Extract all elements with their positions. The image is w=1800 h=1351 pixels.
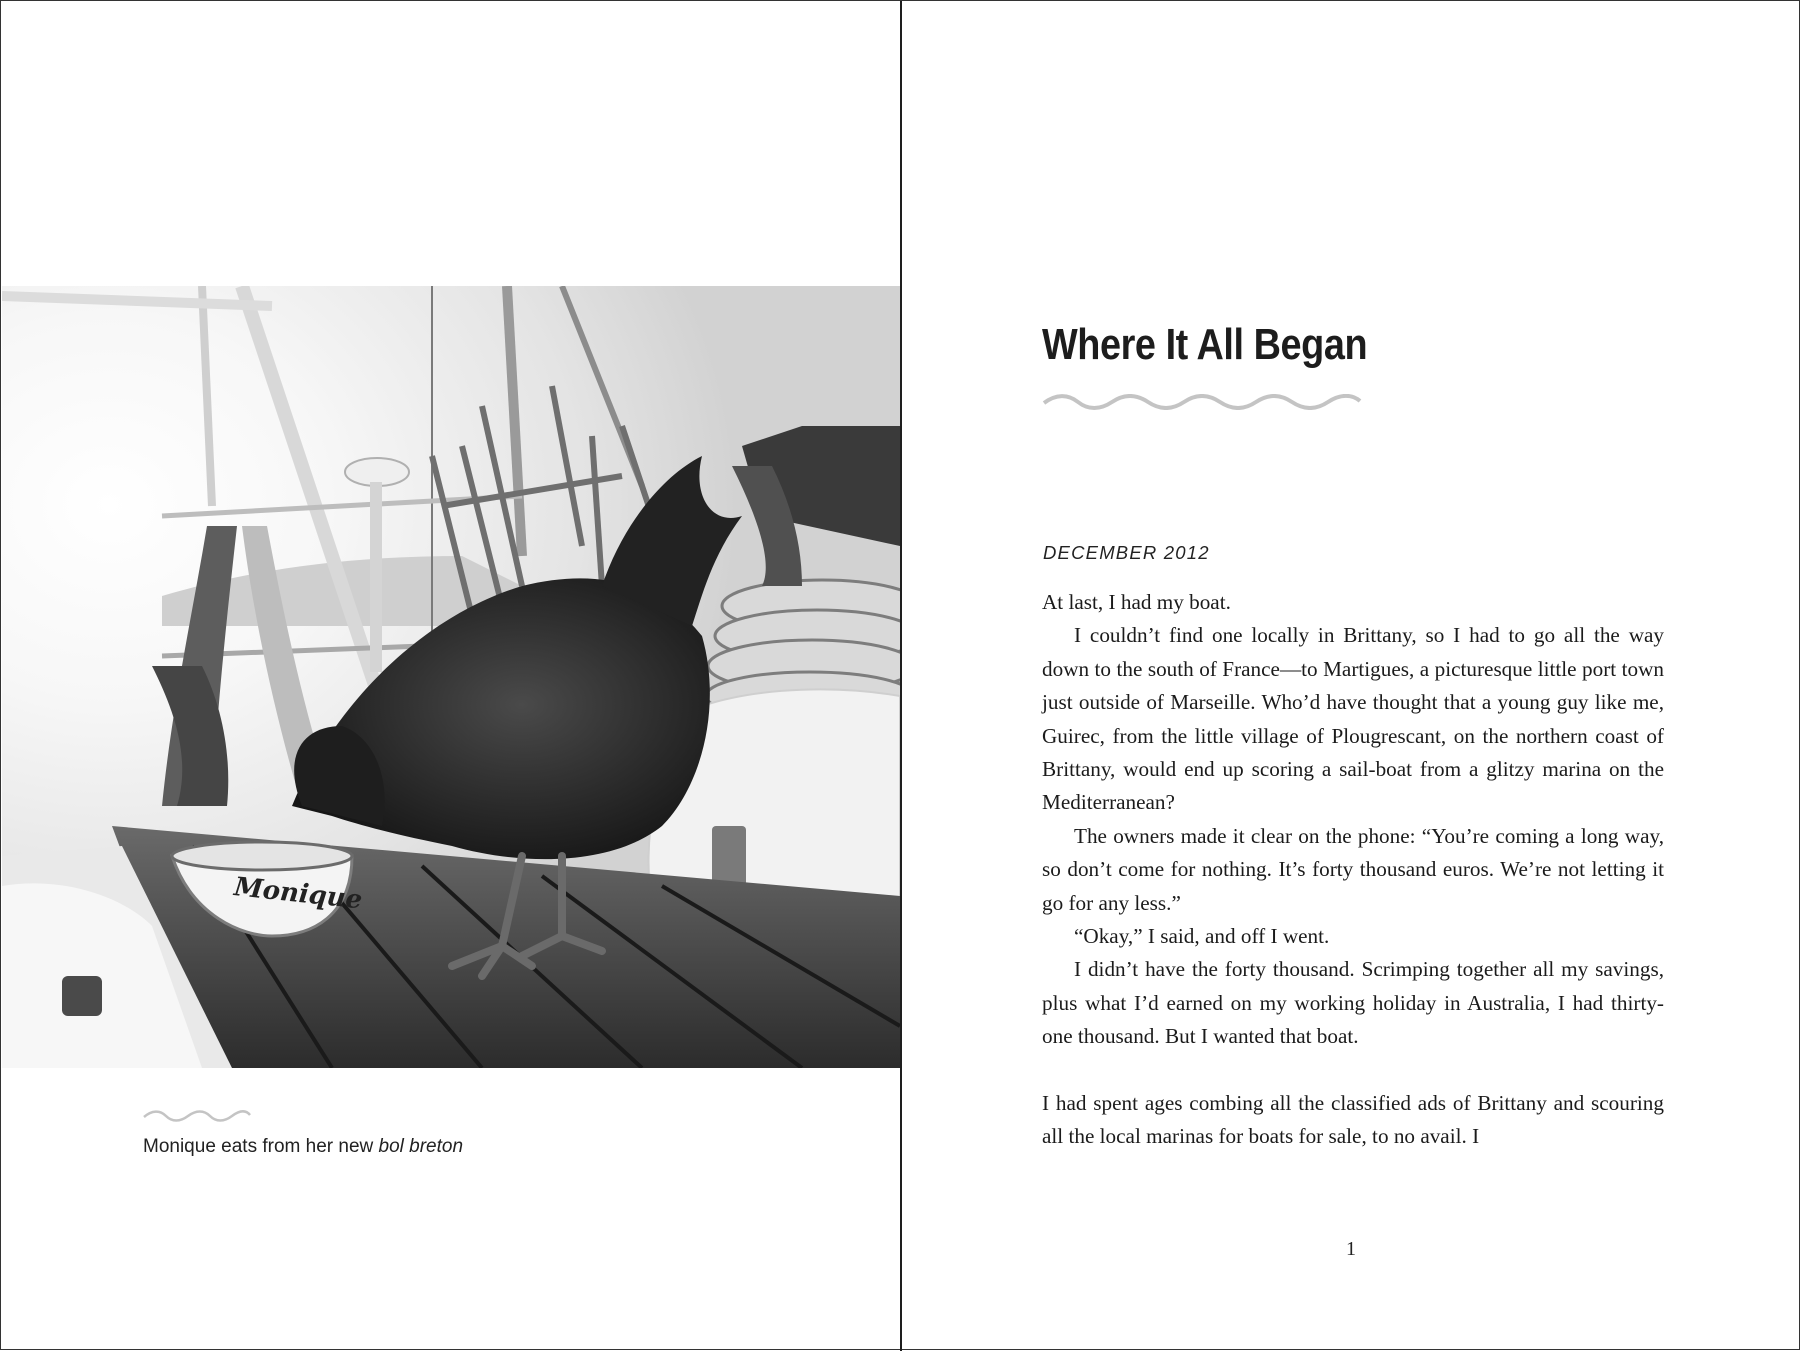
paragraph: I couldn’t find one locally in Brittany, so I had to go all the way down to the south of France—to Martigues, a picturesque little port town just outside of Marseille. Who’d have thought that a young guy like me, Guirec, from the little village of Plougrescant, on the northern coast of Brittany, would end up scoring a sail-boat from a glitzy marina on the Mediterranean? bbox=[1042, 623, 1664, 815]
chapter-body bbox=[1042, 586, 1664, 1154]
right-page bbox=[902, 2, 1800, 1350]
paragraph: “Okay,” I said, and off I went. bbox=[1074, 924, 1330, 949]
page-number: 1 bbox=[1346, 1238, 1356, 1260]
photo-caption bbox=[143, 1136, 463, 1158]
paragraph: The owners made it clear on the phone: “You’re coming a long way, so don’t come for nothing. It’s forty thousand euros. We’re not letting it go for any less.” bbox=[1042, 823, 1664, 915]
chapter-title: Where It All Began bbox=[1042, 320, 1368, 369]
caption-italic: bol breton bbox=[378, 1136, 464, 1157]
chicken-photo-illustration bbox=[2, 286, 900, 1068]
paragraph: At last, I had my boat. bbox=[1042, 590, 1231, 614]
title-wave-divider bbox=[1042, 394, 1362, 410]
caption-text: Monique eats from her new bbox=[143, 1136, 379, 1157]
paragraph: I had spent ages combing all the classified ads of Brittany and scouring all the local marinas for boats for sale, to no avail. I bbox=[1042, 1091, 1664, 1149]
chapter-date: DECEMBER 2012 bbox=[1043, 542, 1210, 563]
caption-wave-divider bbox=[142, 1110, 252, 1122]
paragraph: I didn’t have the forty thousand. Scrimping together all my savings, plus what I’d earned on my working holiday in Australia, I had thirty-one thousand. But I wanted that boat. bbox=[1042, 957, 1664, 1049]
chicken-photo bbox=[2, 286, 900, 1068]
bowl-label: Monique bbox=[232, 872, 364, 916]
left-page bbox=[2, 2, 900, 1350]
